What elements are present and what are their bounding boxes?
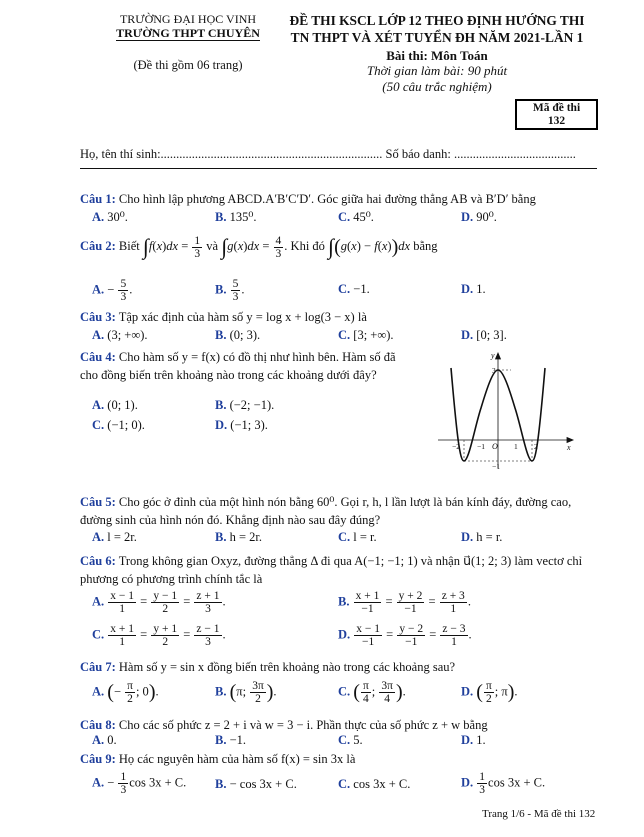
graph-origin: O	[492, 442, 498, 451]
question-label: Câu 2:	[80, 239, 116, 253]
question-text: và	[206, 239, 219, 253]
university-name: TRƯỜNG ĐẠI HỌC VINH	[119, 12, 257, 26]
q4-option-c: C. (−1; 0).	[92, 418, 145, 432]
graph-x-label: x	[567, 443, 571, 452]
tick-label: −1	[477, 442, 485, 451]
exam-code-value: 132	[547, 115, 566, 127]
q6-option-c: C. $\frac{x + 1}{1}$ = $\frac{y + 1}{2}$ = $\frac{z - 1}{3}$ .	[92, 623, 226, 648]
question-text: . Khi đó	[284, 239, 325, 253]
q4-option-b: B. (−2; −1).	[215, 398, 275, 412]
question-label: Câu 5:	[80, 495, 116, 509]
school-name: TRƯỜNG THPT CHUYÊN	[116, 26, 260, 40]
q8-option-b: B. −1.	[215, 733, 247, 747]
q9-option-c: C. cos 3x + C.	[338, 777, 411, 791]
q9-option-d: D. $\frac{1}{3}$ cos 3x + C.	[461, 771, 546, 796]
question-2: Câu 2: Biết ∫f(x)dx = $\frac{1}{3}$ và ∫g(x)dx = $\frac{4}{3}$ . Khi đó ∫(g(x) − f(x))dx bằng	[80, 234, 438, 260]
q5-option-a: A. l = 2r.	[92, 530, 137, 544]
q7-option-a: A. (− $\frac{\pi}{2}$ ; 0).	[92, 680, 159, 705]
question-text: Cho hình lập phương ABCD.A′B′C′D′. Góc giữa hai đường thẳng AB và B′D′ bằng	[118, 192, 536, 206]
question-4-line2: cho đồng biến trên khoảng nào trong các khoảng dưới đây?	[80, 368, 377, 382]
q3-option-c: C. [3; +∞).	[338, 328, 394, 342]
question-5	[80, 494, 571, 510]
question-label: Câu 4:	[80, 350, 116, 364]
divider	[80, 168, 597, 169]
exam-title-line1: ĐỀ THI KSCL LỚP 12 THEO ĐỊNH HƯỚNG THI	[289, 13, 585, 28]
q5-option-b: B. h = 2r.	[215, 530, 262, 544]
question-label: Câu 7:	[80, 660, 116, 674]
question-7	[80, 660, 455, 675]
student-info-line: Họ, tên thí sinh:....................................................................... Số báo danh: .......................................	[80, 147, 576, 161]
question-text: Biết	[118, 239, 140, 253]
exam-subject: Bài thi: Môn Toán	[386, 48, 488, 63]
exam-title-line2: TN THPT VÀ XÉT TUYỂN ĐH NĂM 2021-LẦN 1	[290, 30, 584, 45]
page-footer: Trang 1/6 - Mã đề thi 132	[482, 808, 596, 820]
q2-option-c: C. −1.	[338, 282, 370, 296]
question-label: Câu 9:	[80, 752, 116, 766]
q9-option-b: B. − cos 3x + C.	[215, 777, 297, 791]
question-4	[80, 350, 396, 365]
q7-option-b: B. (π; $\frac{3\pi}{2}$ ).	[215, 680, 277, 705]
q2-option-d: D. 1.	[461, 282, 486, 296]
question-1	[80, 192, 536, 207]
q7-option-d: D. ( $\frac{\pi}{2}$ ; π).	[461, 680, 518, 705]
question-text: Tập xác định của hàm số y = log x + log(3 − x) là	[118, 310, 367, 324]
q9-option-a: A. − $\frac{1}{3}$ cos 3x + C.	[92, 771, 187, 796]
tick-label: −1	[492, 462, 500, 471]
question-text: Cho góc ở đỉnh của một hình nón bằng 60⁰. Gọi r, h, l lần lượt là bán kính đáy, đường cao,	[118, 495, 572, 509]
question-6-line2: phương có phương trình chính tắc là	[80, 572, 263, 586]
q3-option-d: D. [0; 3].	[461, 328, 507, 342]
question-3	[80, 310, 367, 325]
question-text: Họ các nguyên hàm của hàm số f(x) = sin 3x là	[118, 752, 356, 766]
question-text: Cho hàm số y = f(x) có đồ thị như hình bên. Hàm số đã	[118, 350, 396, 364]
question-text: Hàm số y = sin x đồng biến trên khoảng nào trong các khoảng sau?	[118, 660, 456, 674]
question-5-line2: đường sinh của hình nón đó. Khẳng định nào sau đây đúng?	[80, 513, 381, 527]
q6-option-b: B. $\frac{x + 1}{-1}$ = $\frac{y + 2}{-1}$ = $\frac{z + 3}{1}$ .	[338, 590, 471, 615]
question-label: Câu 1:	[80, 192, 116, 206]
exam-code-box	[515, 99, 598, 130]
question-label: Câu 6:	[80, 554, 116, 568]
q2-option-a: A. − $\frac{5}{3}$ .	[92, 278, 133, 303]
tick-label: 3	[492, 366, 496, 375]
question-text: bằng	[413, 239, 438, 253]
q5-option-c: C. l = r.	[338, 530, 377, 544]
graph-y-label: y	[491, 351, 495, 360]
tick-label: 2	[534, 442, 538, 451]
question-9	[80, 752, 355, 767]
q3-option-b: B. (0; 3).	[215, 328, 261, 342]
question-text: Cho các số phức z = 2 + i và w = 3 − i. Phần thực của số phức z + w bằng	[118, 718, 488, 732]
question-label: Câu 3:	[80, 310, 116, 324]
q1-option-c: C. 45⁰.	[338, 210, 374, 224]
q6-option-a: A. $\frac{x - 1}{1}$ = $\frac{y - 1}{2}$ = $\frac{z + 1}{3}$ .	[92, 590, 226, 615]
q1-option-a: A. 30⁰.	[92, 210, 128, 224]
q2-option-b: B. $\frac{5}{3}$ .	[215, 278, 245, 303]
exam-code-label: Mã đề thi	[532, 102, 581, 114]
q5-option-d: D. h = r.	[461, 530, 503, 544]
q4-option-a: A. (0; 1).	[92, 398, 138, 412]
q7-option-c: C. ( $\frac{\pi}{4}$ ; $\frac{3\pi}{4}$ ).	[338, 680, 406, 705]
question-8	[80, 718, 488, 733]
q8-option-d: D. 1.	[461, 733, 486, 747]
q4-option-d: D. (−1; 3).	[215, 418, 268, 432]
q8-option-c: C. 5.	[338, 733, 363, 747]
tick-label: −2	[452, 442, 460, 451]
q1-option-b: B. 135⁰.	[215, 210, 257, 224]
q6-option-d: D. $\frac{x - 1}{-1}$ = $\frac{y - 2}{-1}$ = $\frac{z - 3}{1}$ .	[338, 623, 472, 648]
tick-label: 1	[514, 442, 518, 451]
question-count: (50 câu trắc nghiệm)	[382, 79, 492, 94]
function-graph	[433, 348, 578, 473]
q8-option-a: A. 0.	[92, 733, 117, 747]
question-text: Trong không gian Oxyz, đường thẳng Δ đi qua A(−1; −1; 1) và nhận u⃗(1; 2; 3) làm vectơ chỉ	[118, 554, 583, 568]
question-6	[80, 553, 582, 569]
q1-option-d: D. 90⁰.	[461, 210, 497, 224]
question-label: Câu 8:	[80, 718, 116, 732]
pages-note: (Đề thi gồm 06 trang)	[133, 58, 243, 72]
q3-option-a: A. (3; +∞).	[92, 328, 148, 342]
exam-time: Thời gian làm bài: 90 phút	[366, 63, 508, 78]
